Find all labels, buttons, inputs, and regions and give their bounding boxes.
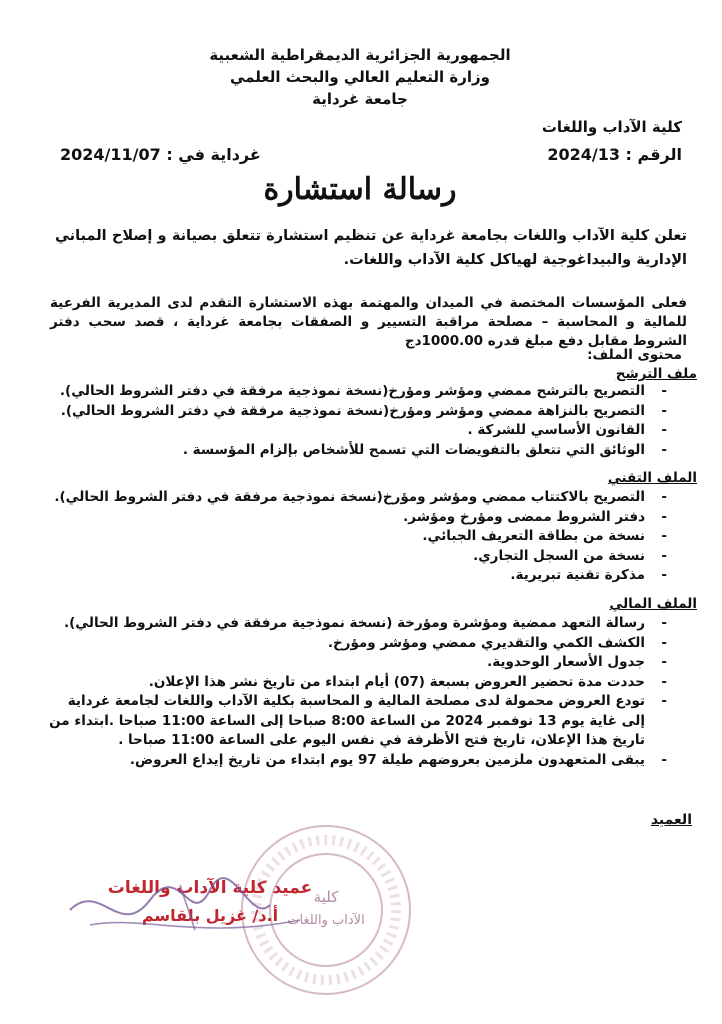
list-item: - التصريح بالاكتتاب ممضي ومؤشر ومؤرخ(نسخة نموذجية مرفقة في دفتر الشروط الحالي).: [54, 489, 667, 505]
technical-section-title: الملف التقني: [607, 470, 697, 486]
signature-name: أ.د/ غزيل بلقاسم: [141, 906, 279, 925]
list-item: - الكشف الكمي والتقديري ممضي ومؤشر ومؤرخ.: [327, 634, 667, 651]
list-item: - التصريح بالترشح ممضي ومؤشر ومؤرخ(نسخة نموذجية مرفقة في دفتر الشروط الحالي).: [59, 383, 667, 399]
dean-label: العميد: [650, 812, 692, 828]
republic-name: الجمهورية الجزائرية الديمقراطية الشعبية: [209, 46, 511, 64]
list-item: - الوثائق التي تتعلق بالتفويضات التي تسمح للأشخاص بإلزام المؤسسة .: [182, 441, 667, 458]
intro-paragraph: تعلن كلية الآداب واللغات بجامعة غرداية عن تنظيم استشارة تتعلق بصيانة و إصلاح المباني الإدارية والبيداغوجية لهياكل كلية الآداب واللغات.: [55, 228, 687, 268]
list-item: - نسخة من السجل التجاري.: [473, 547, 667, 564]
list-item: - جدول الأسعار الوحدوية.: [487, 654, 667, 670]
ministry-name: وزارة التعليم العالي والبحث العلمي: [229, 68, 491, 86]
letterhead: [160, 44, 560, 110]
stamp-text-line1: كلية: [313, 888, 339, 906]
list-item: - دفتر الشروط ممضى ومؤرخ ومؤشر.: [403, 508, 667, 525]
list-item: - حددت مدة تحضير العروض بسبعة (07) أيام ابتداء من تاريخ نشر هذا الإعلان.: [148, 673, 667, 690]
technical-list: [40, 488, 667, 586]
signature-title: عميد كلية الآداب واللغات: [107, 878, 313, 898]
list-item: - رسالة التعهد ممضية ومؤشرة ومؤرخة (نسخة نموذجية مرفقة في دفتر الشروط الحالي).: [63, 615, 667, 631]
financial-section-title: الملف المالي: [609, 596, 697, 612]
reference-number: الرقم : 2024/13: [547, 145, 682, 164]
document-date: غرداية في : 2024/11/07: [60, 145, 261, 164]
list-item: - يبقى المتعهدون ملزمين بعروضهم طيلة 97 يوم ابتداء من تاريخ إيداع العروض.: [129, 751, 667, 768]
file-content-label: محتوى الملف:: [587, 347, 682, 363]
financial-list: [40, 614, 667, 770]
handwritten-signature: [60, 870, 360, 950]
faculty-name: كلية الآداب واللغات: [541, 118, 682, 136]
university-name: جامعة غرداية: [312, 90, 408, 108]
list-item: - القانون الأساسي للشركة .: [467, 422, 667, 438]
document-title: رسالة استشارة: [263, 172, 457, 207]
candidacy-section-title: ملف الترشح: [615, 366, 697, 382]
list-item: - مذكرة تقنية تبريرية.: [510, 567, 667, 583]
list-item: - التصريح بالنزاهة ممضي ومؤشر ومؤرخ(نسخة نموذجية مرفقة في دفتر الشروط الحالي).: [60, 402, 667, 419]
candidacy-list: [40, 382, 667, 460]
reference-date-line: [60, 145, 682, 167]
list-item: - تودع العروض محمولة لدى مصلحة المالية و المحاسبة بكلية الآداب واللغات لجامعة غرداية إلى غاية يوم 13 نوفمبر 2024 من الساعة 8:00 صباحا إلى الساعة 11:00 صباحا .ابتداء من تاريخ هذا الإعلان، تاريخ فتح الأظرفة في نفس اليوم على الساعة 11:00 صباحا .: [49, 693, 667, 748]
stamp-text-line2: الآداب واللغات: [287, 913, 365, 928]
instructions-paragraph: فعلى المؤسسات المختصة في الميدان والمهتمة بهذه الاستشارة التقدم لدى المديرية الفرعية للمالية و المحاسبة – مصلحة مراقبة التسيير و الصفقات بجامعة غرداية ، قصد سحب دفتر الشروط مقابل دفع مبلغ قدره 1000.00دج: [50, 295, 687, 349]
list-item: - نسخة من بطاقة التعريف الجبائي.: [422, 528, 667, 544]
